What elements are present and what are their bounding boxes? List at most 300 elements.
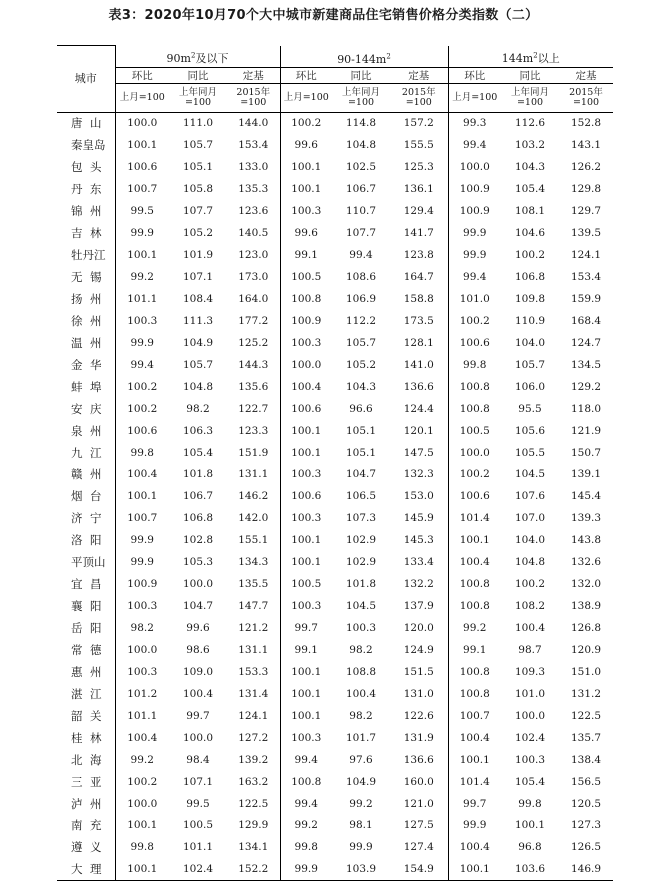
index-value: 98.1 <box>349 819 373 832</box>
index-value: 168.4 <box>570 314 602 327</box>
index-value: 100.1 <box>127 249 158 262</box>
index-value: 100.9 <box>448 200 501 222</box>
city-name: 烟台 <box>57 485 115 507</box>
index-value: 101.7 <box>345 731 377 744</box>
table-row <box>57 661 613 683</box>
index-value: 100.4 <box>182 687 214 700</box>
city-name: 南充 <box>57 815 115 837</box>
index-value: 99.3 <box>448 112 501 134</box>
index-value: 104.5 <box>514 468 546 481</box>
city-name: 平顶山 <box>57 551 115 573</box>
index-value: 100.8 <box>448 376 501 398</box>
index-value: 99.1 <box>448 639 501 661</box>
index-value: 105.7 <box>182 358 214 371</box>
city-name: 丹东 <box>57 178 115 200</box>
city-column-header: 城市 <box>57 46 115 113</box>
index-value: 144.0 <box>238 117 269 130</box>
index-value: 98.4 <box>186 753 210 766</box>
index-value: 120.9 <box>570 643 602 656</box>
index-value: 100.1 <box>448 749 501 771</box>
index-value: 127.3 <box>570 819 602 832</box>
index-value: 101.4 <box>448 771 501 793</box>
index-value: 153.4 <box>238 139 269 152</box>
table-row <box>57 398 613 420</box>
index-value: 107.1 <box>182 775 214 788</box>
index-value: 99.8 <box>130 841 154 854</box>
index-value: 100.3 <box>280 464 332 486</box>
index-value: 100.0 <box>182 731 214 744</box>
index-value: 138.9 <box>570 600 602 613</box>
index-value: 150.7 <box>570 446 602 459</box>
index-value: 106.9 <box>345 292 377 305</box>
index-value: 105.3 <box>182 556 214 569</box>
index-value: 151.0 <box>570 665 602 678</box>
index-value: 102.4 <box>514 731 546 744</box>
index-value: 111.3 <box>182 314 214 327</box>
index-value: 152.2 <box>227 858 280 880</box>
price-index-table <box>57 45 613 881</box>
base-header: 2015年=100 <box>390 83 448 112</box>
table-row <box>57 354 613 376</box>
index-value: 145.3 <box>403 534 434 547</box>
index-value: 96.6 <box>349 402 373 415</box>
index-value: 101.1 <box>127 709 158 722</box>
index-value: 100.4 <box>448 727 501 749</box>
index-value: 134.1 <box>238 841 269 854</box>
index-value: 99.8 <box>130 446 154 459</box>
table-row <box>57 156 613 178</box>
index-value: 98.2 <box>349 643 373 656</box>
index-value: 147.5 <box>403 446 434 459</box>
index-value: 101.8 <box>345 578 377 591</box>
index-value: 99.2 <box>349 797 373 810</box>
index-value: 105.2 <box>182 227 214 240</box>
index-value: 99.7 <box>448 793 501 815</box>
index-value: 101.0 <box>514 687 546 700</box>
index-value: 100.9 <box>127 578 158 591</box>
index-value: 135.3 <box>238 183 269 196</box>
city-name: 北海 <box>57 749 115 771</box>
table-row <box>57 551 613 573</box>
table-row <box>57 836 613 858</box>
table-row <box>57 858 613 880</box>
index-value: 105.7 <box>514 358 546 371</box>
index-value: 128.1 <box>403 336 434 349</box>
index-value: 106.8 <box>182 512 214 525</box>
index-value: 122.7 <box>238 402 269 415</box>
index-value: 132.2 <box>403 578 434 591</box>
index-value: 105.1 <box>182 161 214 174</box>
index-value: 100.4 <box>345 687 377 700</box>
index-value: 100.6 <box>127 424 158 437</box>
index-value: 100.0 <box>514 709 546 722</box>
sub-header: 同比 <box>169 67 227 83</box>
index-value: 131.9 <box>403 731 434 744</box>
index-value: 109.3 <box>514 665 546 678</box>
index-value: 139.3 <box>570 512 602 525</box>
index-value: 100.7 <box>127 183 158 196</box>
index-value: 145.4 <box>570 490 602 503</box>
index-value: 104.3 <box>514 161 546 174</box>
index-value: 99.9 <box>448 222 501 244</box>
index-value: 164.7 <box>403 271 434 284</box>
index-value: 158.8 <box>403 292 434 305</box>
index-value: 145.9 <box>403 512 434 525</box>
index-value: 104.8 <box>345 139 377 152</box>
city-name: 扬州 <box>57 288 115 310</box>
index-value: 129.8 <box>570 183 602 196</box>
index-value: 129.4 <box>403 205 434 218</box>
index-value: 100.0 <box>280 354 332 376</box>
index-value: 131.0 <box>403 687 434 700</box>
city-name: 泉州 <box>57 420 115 442</box>
index-value: 104.8 <box>514 556 546 569</box>
index-value: 100.2 <box>448 464 501 486</box>
index-value: 99.5 <box>186 797 210 810</box>
index-value: 173.0 <box>238 271 269 284</box>
city-name: 金华 <box>57 354 115 376</box>
index-value: 100.3 <box>280 727 332 749</box>
index-value: 137.9 <box>403 600 434 613</box>
table-row <box>57 222 613 244</box>
index-value: 122.6 <box>403 709 434 722</box>
base-header: 2015年=100 <box>559 83 613 112</box>
index-value: 133.4 <box>403 556 434 569</box>
index-value: 100.4 <box>127 731 158 744</box>
index-value: 100.6 <box>127 161 158 174</box>
index-value: 139.1 <box>570 468 602 481</box>
index-value: 106.7 <box>345 183 377 196</box>
index-value: 98.2 <box>130 622 154 635</box>
index-value: 99.2 <box>130 271 154 284</box>
city-name: 三亚 <box>57 771 115 793</box>
index-value: 105.2 <box>345 358 377 371</box>
index-value: 123.3 <box>238 424 269 437</box>
index-value: 106.3 <box>182 424 214 437</box>
base-header: 上年同月=100 <box>169 83 227 112</box>
index-value: 100.1 <box>127 490 158 503</box>
index-value: 105.8 <box>182 183 214 196</box>
index-value: 100.6 <box>448 332 501 354</box>
index-value: 133.0 <box>238 161 269 174</box>
index-value: 102.9 <box>345 534 377 547</box>
index-value: 100.8 <box>448 595 501 617</box>
index-value: 99.6 <box>280 222 332 244</box>
city-name: 吉林 <box>57 222 115 244</box>
index-value: 151.5 <box>403 665 434 678</box>
index-value: 100.4 <box>280 376 332 398</box>
index-value: 122.5 <box>570 709 602 722</box>
index-value: 100.8 <box>448 661 501 683</box>
city-name: 湛江 <box>57 683 115 705</box>
index-value: 100.9 <box>448 178 501 200</box>
index-value: 99.9 <box>130 534 154 547</box>
index-value: 100.1 <box>514 819 546 832</box>
index-value: 100.0 <box>127 117 158 130</box>
index-value: 138.4 <box>570 753 602 766</box>
index-value: 100.1 <box>280 442 332 464</box>
sub-header: 同比 <box>501 67 559 83</box>
index-value: 100.2 <box>514 249 546 262</box>
table-row <box>57 266 613 288</box>
table-row <box>57 639 613 661</box>
index-value: 127.5 <box>403 819 434 832</box>
index-value: 99.9 <box>349 841 373 854</box>
index-value: 99.4 <box>448 134 501 156</box>
index-value: 147.7 <box>238 600 269 613</box>
table-row <box>57 595 613 617</box>
city-name: 泸州 <box>57 793 115 815</box>
index-value: 100.8 <box>448 683 501 705</box>
index-value: 108.8 <box>345 665 377 678</box>
index-value: 124.7 <box>570 336 602 349</box>
index-value: 143.8 <box>570 534 602 547</box>
index-value: 100.1 <box>280 178 332 200</box>
index-value: 159.9 <box>570 292 602 305</box>
index-value: 100.0 <box>182 578 214 591</box>
index-value: 100.2 <box>514 578 546 591</box>
index-value: 100.1 <box>280 661 332 683</box>
index-value: 100.2 <box>448 310 501 332</box>
index-value: 100.3 <box>127 665 158 678</box>
index-value: 126.2 <box>570 161 602 174</box>
table-row <box>57 507 613 529</box>
index-value: 99.6 <box>186 622 210 635</box>
index-value: 100.4 <box>127 468 158 481</box>
index-value: 120.0 <box>403 622 434 635</box>
index-value: 100.2 <box>280 112 332 134</box>
city-name: 大理 <box>57 858 115 880</box>
index-value: 100.3 <box>345 622 377 635</box>
index-value: 129.7 <box>570 205 602 218</box>
index-value: 108.4 <box>182 292 214 305</box>
index-value: 100.0 <box>448 156 501 178</box>
index-value: 99.4 <box>130 358 154 371</box>
table-title: 表3：2020年10月70个大中城市新建商品住宅销售价格分类指数（二） <box>108 8 539 23</box>
index-value: 100.1 <box>280 705 332 727</box>
index-value: 125.2 <box>238 336 269 349</box>
index-value: 100.0 <box>127 643 158 656</box>
index-value: 100.3 <box>280 332 332 354</box>
index-value: 132.6 <box>570 556 602 569</box>
city-name: 秦皇岛 <box>57 134 115 156</box>
index-value: 155.5 <box>403 139 434 152</box>
index-value: 103.2 <box>514 139 546 152</box>
index-value: 100.3 <box>280 595 332 617</box>
index-value: 99.9 <box>130 227 154 240</box>
index-value: 100.1 <box>448 858 501 880</box>
table-row <box>57 178 613 200</box>
index-value: 100.1 <box>280 420 332 442</box>
index-value: 99.2 <box>280 815 332 837</box>
index-value: 100.5 <box>448 420 501 442</box>
index-value: 152.8 <box>570 117 602 130</box>
table-row <box>57 420 613 442</box>
index-value: 177.2 <box>238 314 269 327</box>
index-value: 99.4 <box>448 266 501 288</box>
index-value: 99.9 <box>130 556 154 569</box>
index-value: 153.4 <box>570 271 602 284</box>
index-value: 108.1 <box>514 205 546 218</box>
index-value: 104.0 <box>514 534 546 547</box>
index-value: 131.1 <box>238 468 269 481</box>
index-value: 104.8 <box>182 380 214 393</box>
index-value: 99.5 <box>130 205 154 218</box>
base-header: 上月=100 <box>115 83 169 112</box>
index-value: 105.4 <box>514 183 546 196</box>
index-value: 105.7 <box>182 139 214 152</box>
table-row <box>57 134 613 156</box>
index-value: 103.6 <box>501 858 559 880</box>
index-value: 173.5 <box>403 314 434 327</box>
index-value: 101.0 <box>448 288 501 310</box>
index-value: 98.6 <box>186 643 210 656</box>
index-value: 100.2 <box>127 775 158 788</box>
sub-header: 环比 <box>115 67 169 83</box>
index-value: 100.7 <box>127 512 158 525</box>
group-header-medium: $90-144m^2$ <box>280 46 448 68</box>
index-value: 107.3 <box>345 512 377 525</box>
index-value: 99.7 <box>186 709 210 722</box>
index-value: 104.5 <box>345 600 377 613</box>
index-value: 153.3 <box>238 665 269 678</box>
city-name: 无锡 <box>57 266 115 288</box>
index-value: 131.1 <box>238 643 269 656</box>
index-value: 110.9 <box>514 314 546 327</box>
index-value: 135.7 <box>570 731 602 744</box>
index-value: 108.6 <box>345 271 377 284</box>
index-value: 99.4 <box>349 249 373 262</box>
index-value: 95.5 <box>518 402 542 415</box>
city-name: 济宁 <box>57 507 115 529</box>
table-row <box>57 200 613 222</box>
index-value: 102.4 <box>169 858 227 880</box>
index-value: 155.1 <box>238 534 269 547</box>
city-name: 蚌埠 <box>57 376 115 398</box>
index-value: 124.4 <box>403 402 434 415</box>
index-value: 98.7 <box>518 643 542 656</box>
index-value: 99.6 <box>280 134 332 156</box>
index-value: 131.2 <box>570 687 602 700</box>
index-value: 100.4 <box>514 622 546 635</box>
index-value: 106.7 <box>182 490 214 503</box>
index-value: 104.6 <box>514 227 546 240</box>
index-value: 100.5 <box>280 266 332 288</box>
index-value: 99.1 <box>280 244 332 266</box>
index-value: 101.1 <box>182 841 214 854</box>
index-value: 100.1 <box>280 156 332 178</box>
index-value: 125.3 <box>403 161 434 174</box>
index-value: 104.9 <box>345 775 377 788</box>
city-name: 桂林 <box>57 727 115 749</box>
index-value: 135.6 <box>238 380 269 393</box>
index-value: 126.8 <box>570 622 602 635</box>
index-value: 112.2 <box>345 314 377 327</box>
index-value: 100.1 <box>127 819 158 832</box>
index-value: 127.2 <box>238 731 269 744</box>
index-value: 100.7 <box>448 705 501 727</box>
index-value: 118.0 <box>570 402 602 415</box>
index-value: 97.6 <box>349 753 373 766</box>
index-value: 143.1 <box>570 139 602 152</box>
index-value: 100.4 <box>448 836 501 858</box>
index-value: 102.5 <box>345 161 377 174</box>
index-value: 109.8 <box>514 292 546 305</box>
table-row <box>57 112 613 134</box>
index-value: 96.8 <box>518 841 542 854</box>
index-value: 129.9 <box>238 819 269 832</box>
table-row <box>57 332 613 354</box>
index-value: 100.1 <box>280 529 332 551</box>
index-value: 108.2 <box>514 600 546 613</box>
index-value: 99.9 <box>130 336 154 349</box>
index-value: 140.5 <box>238 227 269 240</box>
index-value: 101.1 <box>127 292 158 305</box>
index-value: 100.5 <box>182 819 214 832</box>
index-value: 100.8 <box>280 771 332 793</box>
city-name: 温州 <box>57 332 115 354</box>
city-name: 常德 <box>57 639 115 661</box>
city-name: 徐州 <box>57 310 115 332</box>
index-value: 110.7 <box>345 205 377 218</box>
table-row <box>57 727 613 749</box>
index-value: 100.6 <box>280 485 332 507</box>
city-name: 包头 <box>57 156 115 178</box>
base-header: 2015年=100 <box>227 83 280 112</box>
index-value: 99.2 <box>130 753 154 766</box>
index-value: 112.6 <box>514 117 546 130</box>
index-value: 120.1 <box>403 424 434 437</box>
index-value: 132.3 <box>403 468 434 481</box>
sub-header: 定基 <box>390 67 448 83</box>
index-value: 99.7 <box>280 617 332 639</box>
index-value: 100.1 <box>448 529 501 551</box>
group-header-small: $90m^2$及以下 <box>115 46 280 68</box>
index-value: 121.2 <box>238 622 269 635</box>
base-header: 上年同月=100 <box>332 83 390 112</box>
index-value: 100.4 <box>448 551 501 573</box>
table-row <box>57 244 613 266</box>
index-value: 146.2 <box>238 490 269 503</box>
index-value: 105.6 <box>514 424 546 437</box>
table-row <box>57 771 613 793</box>
index-value: 154.9 <box>390 858 448 880</box>
city-name: 洛阳 <box>57 529 115 551</box>
index-value: 100.1 <box>127 139 158 152</box>
index-value: 139.2 <box>238 753 269 766</box>
city-name: 唐山 <box>57 112 115 134</box>
index-value: 123.8 <box>403 249 434 262</box>
index-value: 122.5 <box>238 797 269 810</box>
index-value: 100.2 <box>127 402 158 415</box>
index-value: 107.0 <box>514 512 546 525</box>
table-row <box>57 464 613 486</box>
index-value: 99.4 <box>280 793 332 815</box>
index-value: 135.5 <box>238 578 269 591</box>
index-value: 126.5 <box>570 841 602 854</box>
sub-header: 环比 <box>448 67 501 83</box>
index-value: 124.1 <box>570 249 602 262</box>
index-value: 99.8 <box>448 354 501 376</box>
sub-header: 环比 <box>280 67 332 83</box>
sub-header: 定基 <box>559 67 613 83</box>
city-name: 赣州 <box>57 464 115 486</box>
index-value: 105.4 <box>182 446 214 459</box>
index-value: 100.8 <box>280 288 332 310</box>
base-header: 上月=100 <box>448 83 501 112</box>
index-value: 131.4 <box>238 687 269 700</box>
table-row <box>57 376 613 398</box>
